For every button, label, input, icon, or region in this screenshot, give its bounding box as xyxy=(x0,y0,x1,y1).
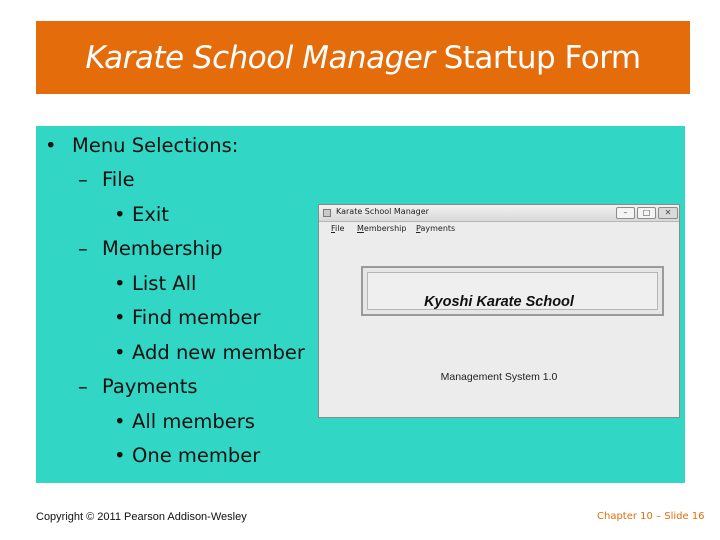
slide-title xyxy=(36,21,690,94)
bullet-text: File xyxy=(102,168,135,191)
slide-title-italic: Karate School Manager xyxy=(85,39,435,76)
school-name-label: Kyoshi Karate School xyxy=(424,294,574,310)
menu-bar xyxy=(319,222,679,236)
bullet-text: All members xyxy=(132,410,255,433)
bullet-mark: • xyxy=(114,410,126,433)
bullet-text: Menu Selections: xyxy=(72,134,239,157)
bullet-text: Add new member xyxy=(132,341,305,364)
bullet-exit xyxy=(114,203,169,226)
menu-payments[interactable]: Payments xyxy=(416,224,456,233)
bullet-mark: • xyxy=(114,203,126,226)
bullet-find-member xyxy=(114,306,261,329)
window-title: Karate School Manager xyxy=(336,207,429,216)
minimize-button[interactable]: – xyxy=(616,207,635,219)
bullet-mark: • xyxy=(114,341,126,364)
slide-title-rest: Startup Form xyxy=(443,39,641,76)
copyright-footer: Copyright © 2011 Pearson Addison-Wesley xyxy=(36,511,247,523)
dash-mark: – xyxy=(78,375,88,398)
bullet-mark: • xyxy=(114,306,126,329)
bullet-text: One member xyxy=(132,444,261,467)
bullet-text: List All xyxy=(132,272,197,295)
close-button[interactable]: ✕ xyxy=(658,207,678,219)
bullet-text: Exit xyxy=(132,203,169,226)
menu-membership[interactable]: Membership xyxy=(357,224,407,233)
dash-mark: – xyxy=(78,237,88,260)
bullet-all-members xyxy=(114,410,255,433)
bullet-payments xyxy=(78,375,198,398)
bullet-menu-selections xyxy=(45,134,238,157)
app-icon xyxy=(323,209,331,217)
window-titlebar[interactable] xyxy=(319,205,679,222)
slide-number-footer: Chapter 10 – Slide 16 xyxy=(597,511,705,522)
maximize-button[interactable]: □ xyxy=(637,207,656,219)
bullet-text: Membership xyxy=(102,237,223,260)
bullet-mark: • xyxy=(114,444,126,467)
bullet-text: Payments xyxy=(102,375,198,398)
bullet-membership xyxy=(78,237,223,260)
bullet-one-member xyxy=(114,444,260,467)
bullet-add-new-member xyxy=(114,341,305,364)
bullet-mark: • xyxy=(114,272,126,295)
bullet-text: Find member xyxy=(132,306,261,329)
bullet-list-all xyxy=(114,272,196,295)
menu-file[interactable]: File xyxy=(331,224,345,233)
app-window xyxy=(318,204,680,418)
system-version-label: Management System 1.0 xyxy=(440,371,558,383)
dash-mark: – xyxy=(78,168,88,191)
bullet-mark: • xyxy=(45,134,57,157)
bullet-file xyxy=(78,168,135,191)
